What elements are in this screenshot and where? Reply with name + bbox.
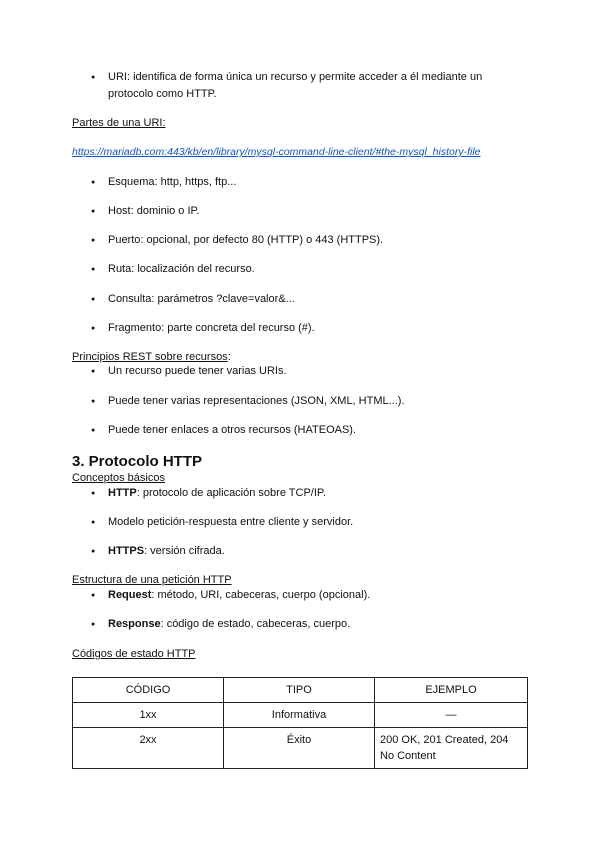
table-cell-example: 200 OK, 201 Created, 204 No Content [375,728,528,769]
uri-part-host: ● Host: dominio o IP. [108,205,200,217]
uri-part-query: ● Consulta: parámetros ?clave=valor&... [108,293,295,305]
rest-principles-heading-text: Principios REST sobre recursos [72,351,228,363]
concept-term-https: HTTPS [108,545,145,557]
request-text: : método, URI, cabeceras, cuerpo (opcional). [151,589,371,601]
request-term: Request [108,589,152,601]
table-cell-type: Informativa [224,703,375,728]
list-item [91,261,511,278]
list-item [91,363,511,380]
column-header-example: EJEMPLO [375,678,528,703]
rest-principle-representations: ● Puede tener varias representaciones (JSON, XML, HTML...). [108,395,405,407]
rest-principle-uris: ● Un recurso puede tener varias URIs. [108,365,287,377]
uri-definition-text [108,69,511,103]
table-cell-code: 2xx [73,728,224,769]
concept-text-http: : protocolo de aplicación sobre TCP/IP. [136,487,326,499]
section-heading-http: 3. Protocolo HTTP [72,453,203,470]
basic-concepts-heading: Conceptos básicos [72,472,165,484]
list-item [91,291,511,308]
table-cell-type: Éxito [224,728,375,769]
table-header-row [73,678,528,703]
response-text: : código de estado, cabeceras, cuerpo. [160,618,351,630]
uri-part-scheme: ● Esquema: http, https, ftp... [108,176,237,188]
response-term: Response [108,618,161,630]
status-codes-heading: Códigos de estado HTTP [72,648,196,660]
concept-text-https: : versión cifrada. [144,545,225,557]
rest-principle-hateoas: ● Puede tener enlaces a otros recursos (HATEOAS). [108,424,357,436]
example-uri-link[interactable]: https://mariadb.com:443/kb/en/library/mysql-command-line-client/#the-mysql_history-file [72,146,481,158]
table-row [73,728,528,769]
uri-part-fragment: ● Fragmento: parte concreta del recurso (#). [108,322,315,334]
status-codes-table [72,677,528,769]
uri-definition-item [91,69,511,103]
uri-description: : identifica de forma única un recurso y permite acceder a él mediante un protocolo como HTTP. [108,71,483,100]
column-header-code: CÓDIGO [73,678,224,703]
request-structure-heading: Estructura de una petición HTTP [72,574,232,586]
list-item [91,616,511,633]
list-item [91,232,511,249]
rest-principles-heading-colon: : [227,351,231,363]
uri-part-port: ● Puerto: opcional, por defecto 80 (HTTP) o 443 (HTTPS). [108,234,384,246]
uri-parts-heading: Partes de una URI: [72,117,166,129]
uri-term: URI [108,71,127,83]
list-item [91,587,511,604]
list-item [91,174,511,191]
concept-text-request-response: ● Modelo petición-respuesta entre cliente y servidor. [108,516,354,528]
column-header-type: TIPO [224,678,375,703]
list-item [91,485,511,502]
list-item [91,543,511,560]
list-item [91,514,511,531]
list-item [91,203,511,220]
list-item [91,320,511,337]
table-row [73,703,528,728]
concept-term-http: HTTP [108,487,137,499]
table-cell-example: — [375,703,528,728]
list-item [91,422,511,439]
uri-part-path: ● Ruta: localización del recurso. [108,263,255,275]
list-item [91,393,511,410]
table-cell-code: 1xx [73,703,224,728]
